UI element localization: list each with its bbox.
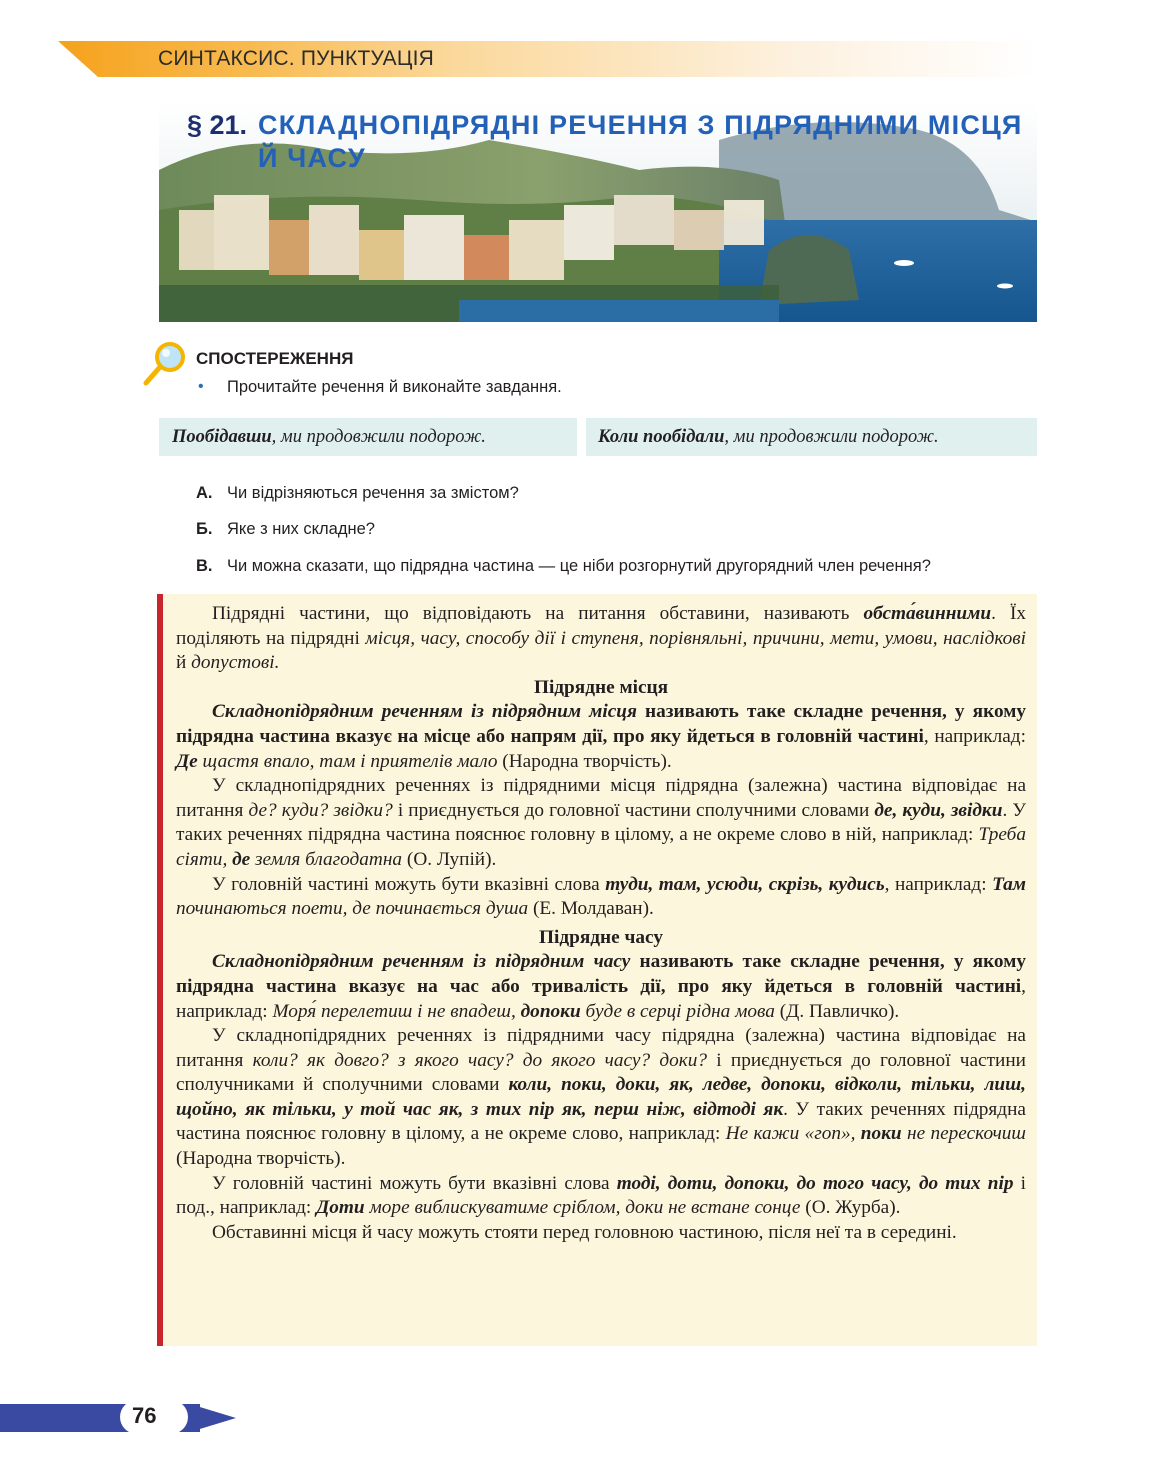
place-paragraph-2: [176, 774, 1026, 872]
text-run: , наприклад:: [176, 975, 1026, 1022]
source-attribution: (Е. Молдаван).: [528, 898, 654, 920]
term-obstavynni: обста́винними: [863, 603, 992, 624]
conjunction-words: де, куди, звідки: [874, 799, 1003, 821]
source-attribution: (О. Лупій).: [402, 848, 497, 870]
example-quote: море виблискуватиме сріблом, доки не встане сонце: [364, 1197, 801, 1219]
text-run: . У таких реченнях підрядна частина пояснює головну в цілому, а не окреме слово, наприклад:: [176, 1098, 1026, 1145]
text-run: й: [176, 652, 192, 674]
example-quote: починаються поети, де починається душа: [176, 898, 529, 920]
demonstrative-words: тоді, доти, допоки, до того часу, до тих пір: [616, 1172, 1014, 1194]
questions-list: де? куди? звідки?: [248, 799, 393, 821]
question-text: Чи можна сказати, що підрядна частина — це ніби розгорнутий другорядний член речення?: [227, 557, 931, 575]
question-letter: В.: [196, 557, 213, 575]
time-paragraph-2: [176, 1024, 1026, 1172]
demonstrative-word: Доти: [316, 1197, 365, 1219]
questions-list: коли? як довго? з якого часу? до якого часу? доки?: [252, 1049, 708, 1071]
conjunction-words: коли, поки, доки, як, ледве, допоки, відколи, тільки, лиш, щойно, як тільки, у той час як, з тих пір як, перш ніж, відтоді як: [176, 1074, 1026, 1120]
theory-intro: [176, 602, 1026, 676]
place-paragraph-3: [176, 873, 1026, 922]
example-quote: Моря́ перелетиш і не впадеш,: [272, 1000, 521, 1022]
observation-heading: СПОСТЕРЕЖЕННЯ: [196, 349, 354, 368]
bullet-icon: •: [198, 378, 204, 395]
question-letter: Б.: [196, 520, 213, 538]
text-run: і приєднується до головної частини сполучними словами: [392, 799, 875, 821]
text-run: . У таких реченнях підрядна частина пояснює головну в цілому, а не окреме слово в ній, наприклад:: [176, 799, 1027, 846]
source-attribution: (Народна творчість).: [176, 1148, 346, 1170]
question-text: Чи відрізняються речення за змістом?: [227, 484, 519, 502]
section-number: § 21.: [187, 110, 248, 140]
position-note: Обставинні місця й часу можуть стояти перед головною частиною, після неї та в середині.: [212, 1221, 957, 1243]
text-run: , наприклад:: [923, 725, 1026, 747]
example-2-bold: Коли пообідали: [598, 427, 725, 447]
example-sentence-2: [586, 418, 1037, 456]
time-paragraph-3: [176, 1172, 1026, 1221]
example-quote: буде в серці рідна мова: [580, 1000, 775, 1022]
conjunction-word: поки: [860, 1123, 902, 1145]
example-quote: не перескочиш: [901, 1123, 1026, 1145]
definition-body: називають таке складне речення, у якому підрядна частина вказує на місце або напрям дії, про яку йдеться в головній частині: [176, 701, 1026, 747]
example-quote: земля благодатна: [250, 848, 403, 870]
text-run: і приєднується до головної частини сполучниками й сполучними словами: [176, 1049, 1026, 1096]
text-run: , наприклад:: [884, 873, 993, 895]
section-title-line-1: СКЛАДНОПІДРЯДНІ РЕЧЕННЯ З ПІДРЯДНИМИ МІСЦЯ: [258, 110, 1023, 140]
text-run: Підрядні частини, що відповідають на питання обставини, називають: [212, 603, 864, 624]
demonstrative-words: туди, там, усюди, скрізь, кудись: [605, 873, 885, 895]
page-number: 76: [132, 1403, 157, 1428]
observation-task: Прочитайте речення й виконайте завдання.: [227, 378, 562, 396]
question-letter: А.: [196, 484, 213, 502]
source-attribution: (Народна творчість).: [497, 750, 672, 772]
text-run: і под., наприклад:: [176, 1172, 1026, 1219]
example-1-rest: , ми продовжили подорож.: [271, 427, 486, 447]
conjunction-word: де: [232, 848, 251, 870]
place-definition: [176, 700, 1026, 774]
conjunction-word: Де: [176, 750, 198, 772]
clause-types: місця, часу, способу дії і ступеня, порівняльні, причини, мети, умови, наслідкові: [365, 627, 1027, 649]
heading-place-clause: Підрядне місця: [533, 676, 669, 698]
demonstrative-word: Там: [992, 873, 1027, 895]
section-title-line-2: Й ЧАСУ: [258, 143, 366, 173]
source-attribution: (Д. Павличко).: [774, 1000, 900, 1022]
example-2-rest: , ми продовжили подорож.: [724, 427, 939, 447]
example-quote: щастя впало, там і приятелів мало: [197, 750, 498, 772]
text-run: У головній частині можуть бути вказівні слова: [212, 1172, 617, 1194]
section-header-title: СИНТАКСИС. ПУНКТУАЦІЯ: [158, 47, 434, 70]
theory-text: [176, 602, 1026, 1245]
text-run: У головній частині можуть бути вказівні слова: [212, 873, 606, 895]
time-definition: [176, 950, 1026, 1024]
definition-body: називають таке складне речення, у якому підрядна частина вказує на час або тривалість дії, про яку йдеться в головній частині: [176, 951, 1026, 997]
question-text: Яке з них складне?: [227, 520, 375, 538]
example-quote: Треба сіяти,: [176, 824, 1026, 870]
text-run: . Їх поділяють на підрядні: [176, 603, 1027, 649]
text-run: У складнопідрядних реченнях із підрядними часу підрядна (залежна) частина відповідає на питання: [176, 1025, 1026, 1071]
conjunction-word: допоки: [520, 1000, 581, 1022]
definition-term: Складнопідрядним реченням із підрядним часу: [212, 951, 631, 973]
magnifier-icon: [140, 340, 188, 388]
text-run: У складнопідрядних реченнях із підрядними місця підрядна (залежна) частина відповідає на питання: [176, 775, 1026, 821]
example-sentence-1: [159, 418, 577, 456]
heading-time-clause: Підрядне часу: [539, 926, 663, 948]
definition-term: Складнопідрядним реченням із підрядним місця: [212, 701, 637, 723]
example-quote: Не кажи «гоп»,: [725, 1123, 861, 1145]
example-1-bold: Пообідавши: [172, 427, 272, 447]
source-attribution: (О. Журба).: [800, 1197, 901, 1219]
clause-types-end: допустові.: [191, 652, 280, 674]
footer-arrow-icon: [190, 1404, 236, 1432]
